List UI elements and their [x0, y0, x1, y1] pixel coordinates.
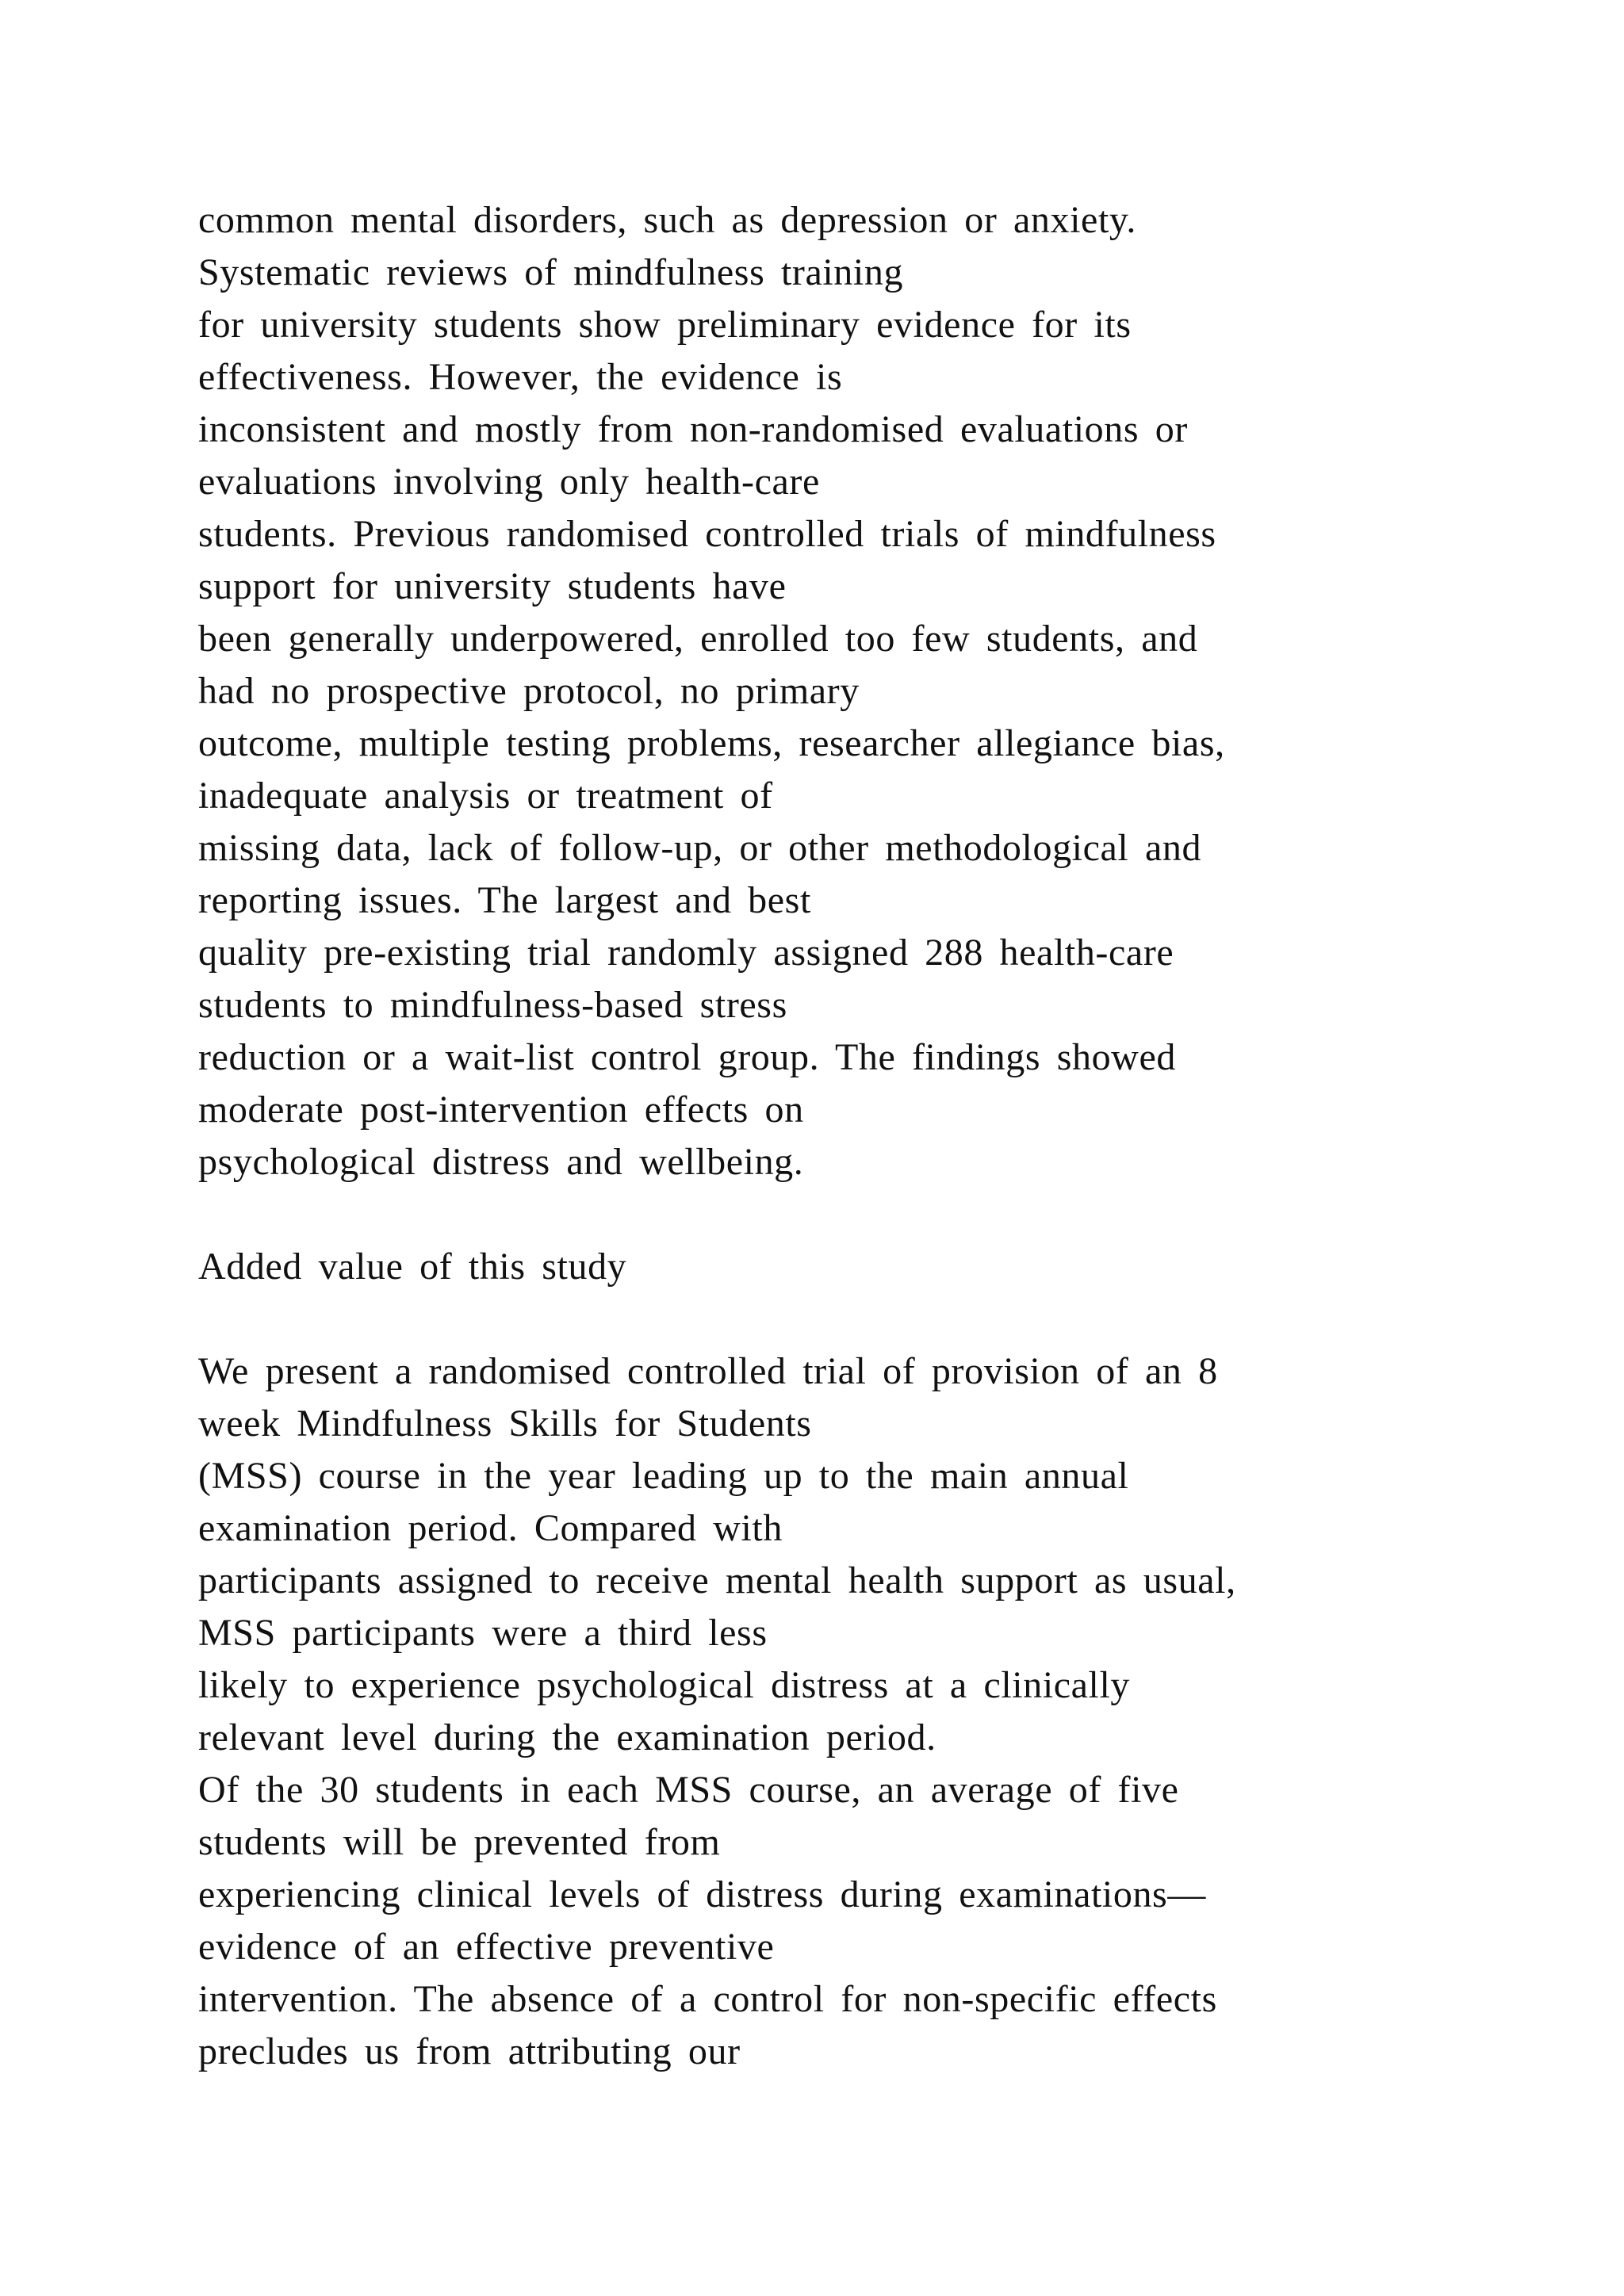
- document-text: [198, 194, 1435, 2078]
- text-line: relevant level during the examination period.: [198, 1716, 936, 1758]
- text-line: for university students show preliminary evidence for its: [198, 304, 1132, 346]
- text-line: psychological distress and wellbeing.: [198, 1141, 804, 1183]
- text-line: participants assigned to receive mental health support as usual,: [198, 1559, 1236, 1601]
- text-line: support for university students have: [198, 565, 787, 607]
- text-line: inconsistent and mostly from non-randomised evaluations or: [198, 408, 1188, 450]
- text-line: students. Previous randomised controlled trials of mindfulness: [198, 513, 1216, 555]
- text-line: precludes us from attributing our: [198, 2030, 741, 2072]
- text-line: effectiveness. However, the evidence is: [198, 356, 843, 398]
- text-line: evaluations involving only health-care: [198, 461, 820, 503]
- text-line: students to mindfulness-based stress: [198, 984, 787, 1026]
- paragraph-added-value: [198, 1345, 1435, 2078]
- paragraph-background: [198, 194, 1435, 1188]
- text-line: examination period. Compared with: [198, 1507, 783, 1549]
- text-line: reduction or a wait-list control group. The findings showed: [198, 1036, 1176, 1078]
- text-line: had no prospective protocol, no primary: [198, 670, 860, 712]
- text-line: inadequate analysis or treatment of: [198, 775, 773, 817]
- text-line: week Mindfulness Skills for Students: [198, 1402, 812, 1445]
- text-line: common mental disorders, such as depression or anxiety.: [198, 199, 1136, 241]
- text-line: evidence of an effective preventive: [198, 1926, 775, 1968]
- text-line: experiencing clinical levels of distress during examinations—: [198, 1873, 1206, 1915]
- text-line: quality pre-existing trial randomly assigned 288 health-care: [198, 932, 1174, 974]
- text-line: students will be prevented from: [198, 1821, 721, 1863]
- text-line: We present a randomised controlled trial of provision of an 8: [198, 1350, 1218, 1392]
- text-line: intervention. The absence of a control for non-specific effects: [198, 1978, 1217, 2020]
- section-heading: Added value of this study: [198, 1246, 627, 1288]
- paragraph-spacer: [198, 1293, 1435, 1345]
- text-line: MSS participants were a third less: [198, 1612, 768, 1654]
- paragraph-spacer: [198, 1188, 1435, 1241]
- text-line: (MSS) course in the year leading up to the main annual: [198, 1455, 1129, 1497]
- text-line: reporting issues. The largest and best: [198, 879, 811, 921]
- text-line: missing data, lack of follow-up, or other methodological and: [198, 827, 1202, 869]
- text-line: Systematic reviews of mindfulness training: [198, 251, 904, 293]
- text-line: moderate post-intervention effects on: [198, 1089, 804, 1131]
- text-line: been generally underpowered, enrolled too few students, and: [198, 618, 1198, 660]
- text-line: Of the 30 students in each MSS course, an average of five: [198, 1769, 1179, 1811]
- text-line: outcome, multiple testing problems, researcher allegiance bias,: [198, 722, 1225, 764]
- text-line: likely to experience psychological distress at a clinically: [198, 1664, 1131, 1706]
